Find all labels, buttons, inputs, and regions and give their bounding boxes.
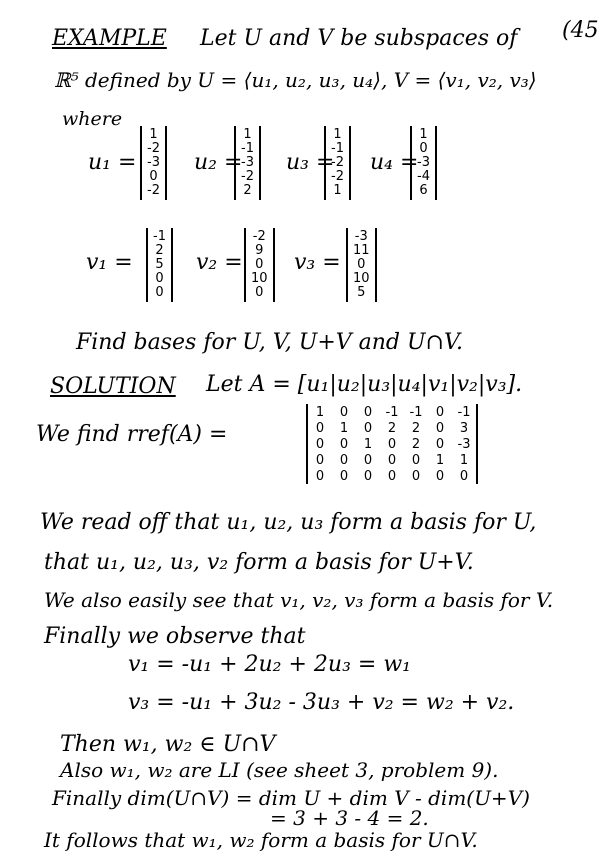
rref-cell: 0 (363, 420, 373, 436)
v2-vector: -2 9 0 10 0 (244, 228, 275, 302)
solution-line-2: that u₁, u₂, u₃, v₂ form a basis for U+V. (44, 550, 474, 575)
rref-cell: 0 (363, 404, 373, 420)
rref-cell: 1 (435, 452, 445, 468)
u4-label: u₄ = (370, 150, 419, 175)
rref-cell: -1 (457, 404, 471, 420)
rref-cell: 3 (459, 420, 469, 436)
solution-heading: SOLUTION (50, 374, 176, 399)
rref-cell: -3 (457, 436, 471, 452)
v2-label: v₂ = (196, 250, 243, 275)
rref-cell: 0 (387, 452, 397, 468)
solution-line-5: Then w₁, w₂ ∈ U∩V (60, 732, 276, 757)
rref-cell: 1 (315, 404, 325, 420)
rref-cell: 0 (363, 468, 373, 484)
intro-line-2: ℝ⁵ defined by U = ⟨u₁, u₂, u₃, u₄⟩, V = ⟨v₁, v₂, v₃⟩ (54, 68, 537, 92)
question-text: Find bases for U, V, U+V and U∩V. (76, 330, 463, 355)
rref-row (307, 468, 477, 484)
solution-line-7: Finally dim(U∩V) = dim U + dim V - dim(U+V) (52, 786, 530, 810)
rref-cell: 0 (435, 436, 445, 452)
u3-label: u₃ = (286, 150, 335, 175)
rref-cell: 0 (435, 420, 445, 436)
rref-cell: 1 (363, 436, 373, 452)
u1-label: u₁ = (88, 150, 137, 175)
example-heading: EXAMPLE (52, 26, 167, 51)
rref-cell: 0 (339, 468, 349, 484)
u3-vector: 1 -1 -2 -2 1 (324, 126, 351, 200)
equation-line-1: v₁ = -u₁ + 2u₂ + 2u₃ = w₁ (128, 652, 411, 677)
rref-cell: 2 (387, 420, 397, 436)
solution-line-3: We also easily see that v₁, v₂, v₃ form a basis for V. (44, 588, 554, 612)
we-find-line: We find rref(A) = (36, 422, 228, 447)
rref-cell: 0 (339, 436, 349, 452)
rref-cell: -1 (409, 404, 423, 420)
rref-cell: 0 (363, 452, 373, 468)
v1-vector: -1 2 5 0 0 (146, 228, 173, 302)
equation-line-2: v₃ = -u₁ + 3u₂ - 3u₃ + v₂ = w₂ + v₂. (128, 690, 515, 715)
rref-row (307, 452, 477, 468)
v3-label: v₃ = (294, 250, 341, 275)
rref-cell: 0 (387, 436, 397, 452)
u4-vector: 1 0 -3 -4 6 (410, 126, 437, 200)
v1-label: v₁ = (86, 250, 133, 275)
rref-row (307, 436, 477, 452)
rref-cell: 0 (339, 404, 349, 420)
solution-line-6: Also w₁, w₂ are LI (see sheet 3, problem 9). (60, 758, 499, 782)
rref-cell: -1 (385, 404, 399, 420)
rref-cell: 0 (435, 468, 445, 484)
solution-line-4: Finally we observe that (44, 624, 306, 649)
v3-vector: -3 11 0 10 5 (346, 228, 377, 302)
solution-line-9: It follows that w₁, w₂ form a basis for U∩V. (44, 828, 478, 852)
rref-matrix (306, 404, 478, 484)
u2-label: u₂ = (194, 150, 243, 175)
u2-vector: 1 -1 -3 -2 2 (234, 126, 261, 200)
rref-cell: 0 (435, 404, 445, 420)
rref-cell: 2 (411, 420, 421, 436)
solution-line-1: We read off that u₁, u₂, u₃ form a basis for U, (40, 510, 537, 535)
rref-cell: 0 (459, 468, 469, 484)
rref-cell: 0 (411, 452, 421, 468)
intro-line-3: where (62, 108, 123, 130)
rref-cell: 0 (315, 452, 325, 468)
rref-cell: 1 (339, 420, 349, 436)
rref-cell: 0 (387, 468, 397, 484)
rref-row (307, 420, 477, 436)
u1-vector: 1 -2 -3 0 -2 (140, 126, 167, 200)
rref-cell: 0 (315, 420, 325, 436)
rref-cell: 1 (459, 452, 469, 468)
page-number: (45 (562, 18, 599, 43)
rref-cell: 0 (339, 452, 349, 468)
rref-cell: 0 (315, 468, 325, 484)
intro-line-1: Let U and V be subspaces of (200, 26, 518, 51)
rref-cell: 0 (315, 436, 325, 452)
let-a-line: Let A = [u₁|u₂|u₃|u₄|v₁|v₂|v₃]. (206, 372, 523, 397)
solution-line-8: = 3 + 3 - 4 = 2. (270, 806, 429, 830)
rref-cell: 2 (411, 436, 421, 452)
rref-row (307, 404, 477, 420)
rref-cell: 0 (411, 468, 421, 484)
